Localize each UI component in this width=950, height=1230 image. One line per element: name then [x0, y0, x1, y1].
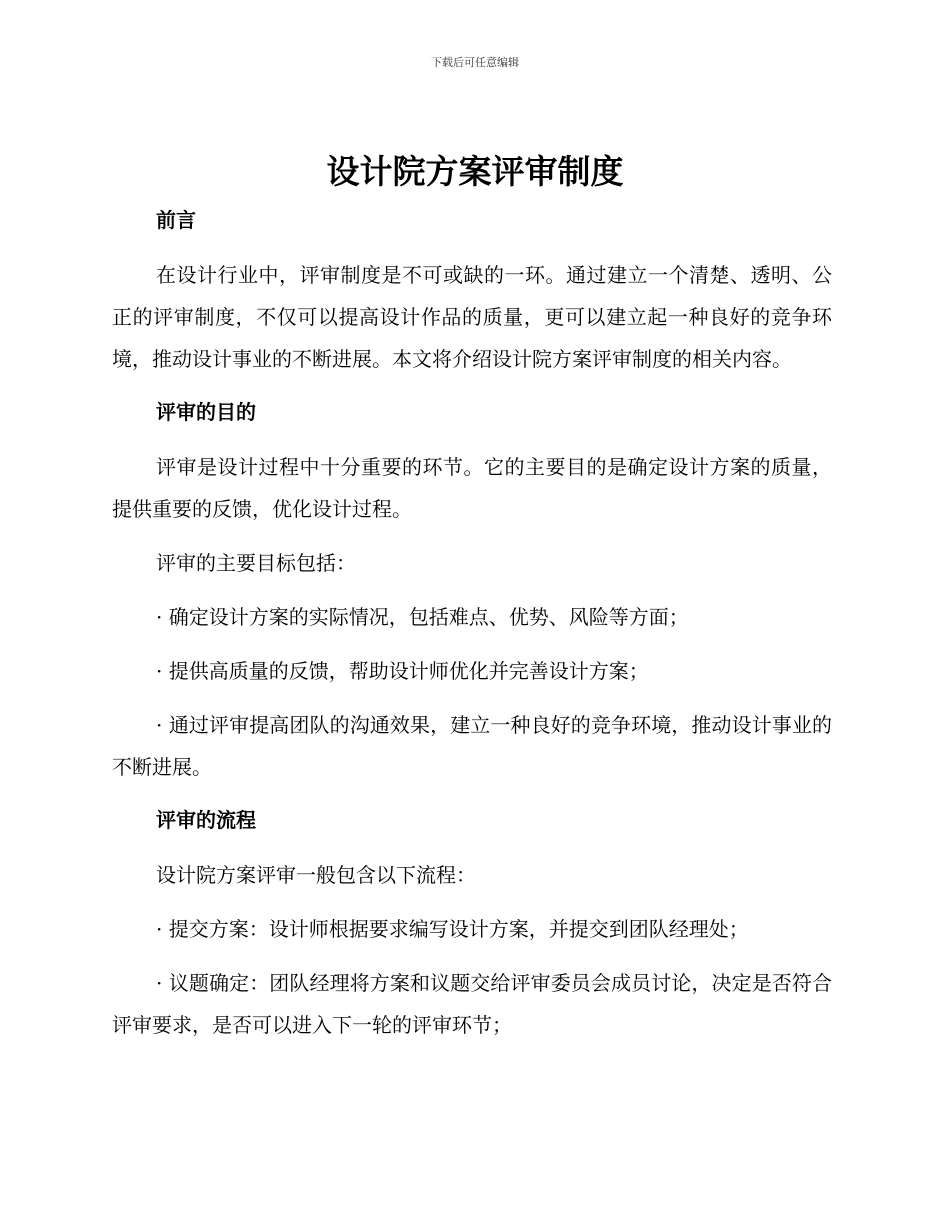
- document-body: [112, 200, 832, 1058]
- bullet-goal-2: · 提供高质量的反馈，帮助设计师优化并完善设计方案；: [156, 659, 649, 683]
- paragraph-process-intro: 设计院方案评审一般包含以下流程：: [156, 863, 476, 887]
- section-heading-purpose: 评审的目的: [156, 400, 256, 424]
- header-note: 下载后可任意编辑: [431, 56, 519, 69]
- bullet-process-2: · 议题确定：团队经理将方案和议题交给评审委员会成员讨论，决定是否符合评审要求，是否可以进入下一轮的评审环节；: [112, 971, 832, 1037]
- paragraph-purpose: 评审是设计过程中十分重要的环节。它的主要目的是确定设计方案的质量，提供重要的反馈，优化设计过程。: [112, 455, 832, 521]
- bullet-goal-3: · 通过评审提高团队的沟通效果，建立一种良好的竞争环境，推动设计事业的不断进展。: [112, 713, 832, 779]
- section-heading-process: 评审的流程: [156, 808, 256, 832]
- bullet-process-1: · 提交方案：设计师根据要求编写设计方案，并提交到团队经理处；: [156, 917, 749, 941]
- document-title: 设计院方案评审制度: [326, 152, 624, 191]
- bullet-goal-1: · 确定设计方案的实际情况，包括难点、优势、风险等方面；: [156, 605, 689, 629]
- paragraph-goals-intro: 评审的主要目标包括：: [156, 551, 356, 575]
- paragraph-preface: 在设计行业中，评审制度是不可或缺的一环。通过建立一个清楚、透明、公正的评审制度，不仅可以提高设计作品的质量，更可以建立起一种良好的竞争环境，推动设计事业的不断进展。本文将介绍设计院方案评审制度的相关内容。: [112, 263, 832, 371]
- section-heading-preface: 前言: [156, 208, 196, 232]
